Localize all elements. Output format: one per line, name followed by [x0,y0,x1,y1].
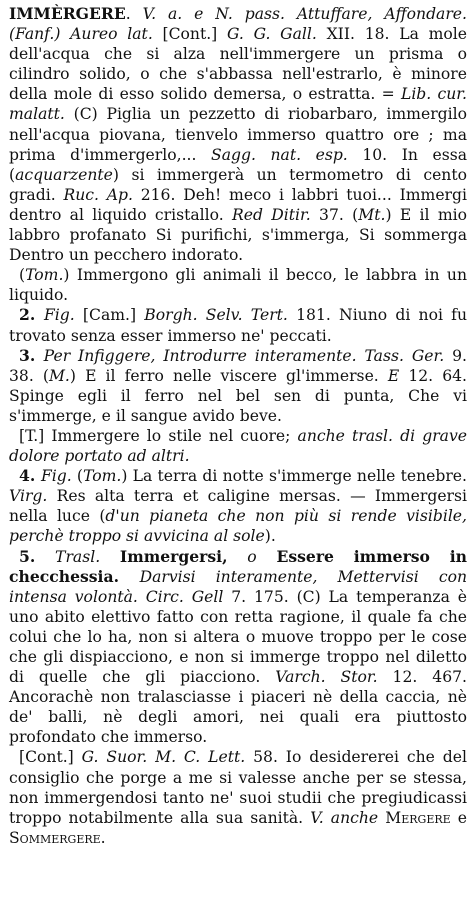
entry-text: e [457,808,467,827]
entry-text: 10. In essa ( [9,145,467,184]
entry-text: ( [19,266,26,285]
entry-italic-text: o [247,547,257,566]
entry-smallcaps-text: Mergere [378,808,458,827]
entry-bold-text: Essere immerso in checchessia. [9,546,467,586]
entry-italic-text: Tom. [83,467,122,486]
headword: IMMÈRGERE [9,4,126,23]
entry-bold-text: 4. [19,466,41,486]
entry-paragraph [9,426,467,466]
entry-text: 9. 38. ( [9,346,467,385]
entry-italic-text: G. Suor. M. C. Lett. [81,748,246,767]
entry-italic-text: Red Ditir. [232,205,311,224]
entry-italic-text: Borgh. Selv. Tert. [144,306,288,325]
entry-italic-text: Darvisi interamente, Mettervisi con intensa volontà. Circ. Gell [9,567,467,606]
entry-text: ) E il ferro nelle viscere gl'immerse. [69,366,388,385]
entry-text: 58. Io desidererei che del consiglio che porge a me si valesse anche per se stessa, non immergendosi tanto ne' suoi studii che pregiudicassi troppo notabilmente alla sua sanità. [9,748,467,827]
entry-italic-text: Virg. [9,487,48,506]
entry-italic-text: d'un pianeta che non più si rende visibile, perchè troppo si avvicina al sole [9,507,467,546]
entry-text: ) Immergono gli animali il becco, le labbra in un liquido. [9,266,467,305]
entry-paragraph [9,265,467,305]
entry-italic-text: Fig. [40,467,72,486]
entry-italic-text: acquarzente [15,165,113,184]
entry-text: XII. 18. La mole dell'acqua che si alza nell'immergere un prisma o cilindro solido, o che s'abbassa nell'estrarlo, è minore della mole di esso solido demersa, o estratta. = [9,25,467,104]
entry-italic-text: Fig. [43,306,75,325]
dictionary-entry [9,4,467,848]
entry-text: [Cont.] [152,25,227,44]
entry-text: 216. Deh! meco i labbri tuoi... Immergi dentro al liquido cristallo. [9,185,467,224]
entry-text: [Cam.] [74,306,145,325]
entry-text: ) si immergerà un termometro di cento gradi. [9,165,467,204]
entry-italic-text: Per Infiggere, Introdurre interamente. Tass. Ger. [43,346,445,365]
entry-italic-text: Ruc. Ap. [63,185,133,204]
entry-text: ) E il mio labbro profanato Si purifichi, s'immerga, Si sommerga Dentro un pecchero indorato. [9,205,467,265]
entry-italic-text: M. [48,366,70,385]
entry-paragraph [9,346,467,426]
entry-text: 12. 64. Spinge egli il ferro nel bel sen di punta, Che vi s'immerge, e il sangue avido beve. [9,366,467,425]
entry-italic-text: Sagg. nat. esp. [211,145,348,164]
entry-text: ) La terra di notte s'immerge nelle tenebre. [121,467,467,486]
entry-italic-text: E [387,366,400,385]
entry-bold-text: 2. [19,305,44,325]
entry-italic-text: Varch. Stor. [275,668,378,687]
entry-italic-text: Lib. cur. malatt. [9,85,467,124]
entry-text: . [125,5,143,23]
entry-bold-text: 5. [19,546,56,566]
entry-paragraph [9,4,467,265]
entry-paragraph [9,305,467,345]
entry-text: (C) Piglia un pezzetto di riobarbaro, immergilo nell'acqua piovana, tienvelo immerso quattro ore ; ma prima d'immergerlo,... [9,105,467,164]
entry-paragraph [9,547,467,748]
entry-italic-text: Mt. [358,205,386,224]
entry-italic-text: V. a. e N. pass. Attuffare, Affondare. (Fanf.) Aureo lat. [9,5,467,44]
entry-text: [T.] Immergere lo stile nel cuore; [19,426,298,445]
entry-text: 181. Niuno di noi fu trovato senza esser immerso ne' peccati. [9,306,467,345]
entry-text: 37. ( [310,205,359,224]
entry-smallcaps-text: Sommergere [9,828,101,847]
entry-italic-text: G. G. Gall. [227,25,317,44]
entry-text: 7. 175. (C) La temperanza è uno abito elettivo fatto con retta ragione, il quale fa che colui che lo ha, non si altera o muove troppo per le cose che gli dispiacciono, e non si immerge troppo nel diletto di quelle che gli piacciono. [9,587,467,687]
entry-text: [Cont.] [19,748,82,767]
entry-bold-text: Immergersi, [100,546,248,566]
entry-text: . [100,828,106,847]
entry-paragraph [9,747,467,847]
entry-italic-text: anche trasl. di grave dolore portato ad altri. [9,426,467,466]
entry-italic-text: Trasl. [55,547,101,566]
entry-text: ). [264,527,276,546]
entry-italic-text: V. anche [310,808,379,827]
entry-text: 12. 467. Ancorachè non tralasciasse i piaceri nè della caccia, nè de' balli, nè degli amori, nei quali era piuttosto profondato che immerso. [9,668,467,747]
entry-italic-text: Tom. [25,266,64,285]
entry-text: ( [71,467,84,486]
entry-bold-text: 3. [19,345,44,365]
entry-paragraph [9,466,467,546]
entry-text: Res alta terra et caligine mersas. — Immergersi nella luce ( [9,487,467,526]
